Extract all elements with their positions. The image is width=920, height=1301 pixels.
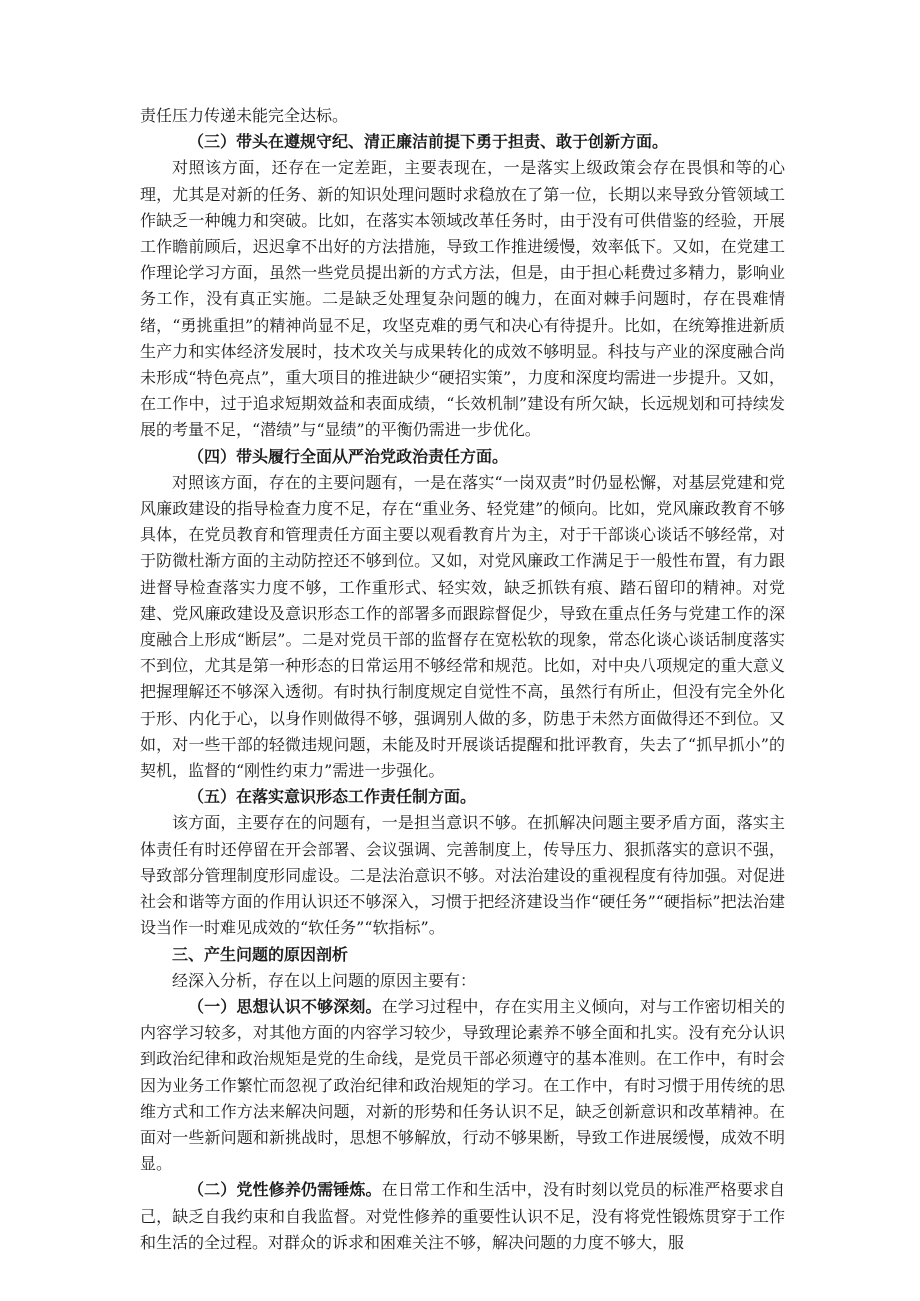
part-3-intro: 经深入分析，存在以上问题的原因主要有： <box>172 970 477 990</box>
continuation-paragraph: 责任压力传递未能完全达标。 <box>140 106 349 125</box>
part-3-heading: 三、产生问题的原因剖析 <box>172 944 349 964</box>
cause-1-paragraph <box>140 994 785 1177</box>
cause-2-body: 在日常工作和生活中，没有时刻以党员的标准严格要求自己，缺乏自我约束和自我监督。对党性修养的重要性认识不足，没有将党性锻炼贯穿于工作和生活的全过程。对群众的诉求和困难关注不够，解决问题的力度不够大，服 <box>140 1180 785 1252</box>
section-3-heading: （三）带头在遵规守纪、清正廉洁前提下勇于担责、敢于创新方面。 <box>188 132 669 152</box>
cause-2-lead: （二）党性修养仍需锤炼。 <box>188 1180 382 1200</box>
document-page <box>140 103 785 1256</box>
cause-1-body: 在学习过程中，存在实用主义倾向，对与工作密切相关的内容学习较多，对其他方面的内容学习较少，导致理论素养不够全面和扎实。没有充分认识到政治纪律和政治规矩是党的生命线，是党员干部必须遵守的基本准则。在工作中，有时会因为业务工作繁忙而忽视了政治纪律和政治规矩的学习。在工作中，有时习惯于用传统的思维方式和工作方法来解决问题，对新的形势和任务认识不足，缺乏创新意识和改革精神。在面对一些新问题和新挑战时，思想不够解放，行动不够果断，导致工作进展缓慢，成效不明显。 <box>140 996 785 1174</box>
cause-2-paragraph <box>140 1177 785 1256</box>
cause-1-lead: （一）思想认识不够深刻。 <box>188 996 382 1016</box>
section-3-body: 对照该方面，还存在一定差距，主要表现在，一是落实上级政策会存在畏惧和等的心理，尤其是对新的任务、新的知识处理问题时求稳放在了第一位，长期以来导致分管领域工作缺乏一种魄力和突破。比如，在落实本领域改革任务时，由于没有可供借鉴的经验，开展工作瞻前顾后，迟迟拿不出好的方法措施，导致工作推进缓慢，效率低下。又如，在党建工作理论学习方面，虽然一些党员提出新的方式方法，但是，由于担心耗费过多精力，影响业务工作，没有真正实施。二是缺乏处理复杂问题的魄力，在面对棘手问题时，存在畏难情绪，“勇挑重担”的精神尚显不足，攻坚克难的勇气和决心有待提升。比如，在统筹推进新质生产力和实体经济发展时，技术攻关与成果转化的成效不够明显。科技与产业的深度融合尚未形成“特色亮点”，重大项目的推进缺少“硬招实策”，力度和深度均需进一步提升。又如，在工作中，过于追求短期效益和表面成绩，“长效机制”建设有所欠缺，长远规划和可持续发展的考量不足，“潜绩”与“显绩”的平衡仍需进一步优化。 <box>140 158 785 440</box>
section-5-body: 该方面，主要存在的问题有，一是担当意识不够。在抓解决问题主要矛盾方面，落实主体责任有时还停留在开会部署、会议强调、完善制度上，传导压力、狠抓落实的意识不强，导致部分管理制度形同虚设。二是法治意识不够。对法治建设的重视程度有待加强。对促进社会和谐等方面的作用认识还不够深入，习惯于把经济建设当作“硬任务”“硬指标”把法治建设当作一时难见成效的“软任务”“软指标”。 <box>140 813 785 938</box>
section-4-body: 对照该方面，存在的主要问题有，一是在落实“一岗双责”时仍显松懈，对基层党建和党风廉政建设的指导检查力度不足，存在“重业务、轻党建”的倾向。比如，党风廉政教育不够具体，在党员教育和管理责任方面主要以观看教育片为主，对于干部谈心谈话不够经常，对于防微杜渐方面的主动防控还不够到位。又如，对党风廉政工作满足于一般性布置，有力跟进督导检查落实力度不够，工作重形式、轻实效，缺乏抓铁有痕、踏石留印的精神。对党建、党风廉政建设及意识形态工作的部署多而跟踪督促少，导致在重点任务与党建工作的深度融合上形成“断层”。二是对党员干部的监督存在宽松软的现象，常态化谈心谈话制度落实不到位，尤其是第一种形态的日常运用不够经常和规范。比如，对中央八项规定的重大意义把握理解还不够深入透彻。有时执行制度规定自觉性不高，虽然行有所止，但没有完全外化于形、内化于心，以身作则做得不够，强调别人做的多，防患于未然方面做得还不到位。又如，对一些干部的轻微违规问题，未能及时开展谈话提醒和批评教育，失去了“抓早抓小”的契机，监督的“刚性约束力”需进一步强化。 <box>140 472 785 781</box>
section-4-heading: （四）带头履行全面从严治党政治责任方面。 <box>188 446 509 466</box>
section-5-heading: （五）在落实意识形态工作责任制方面。 <box>188 787 477 807</box>
